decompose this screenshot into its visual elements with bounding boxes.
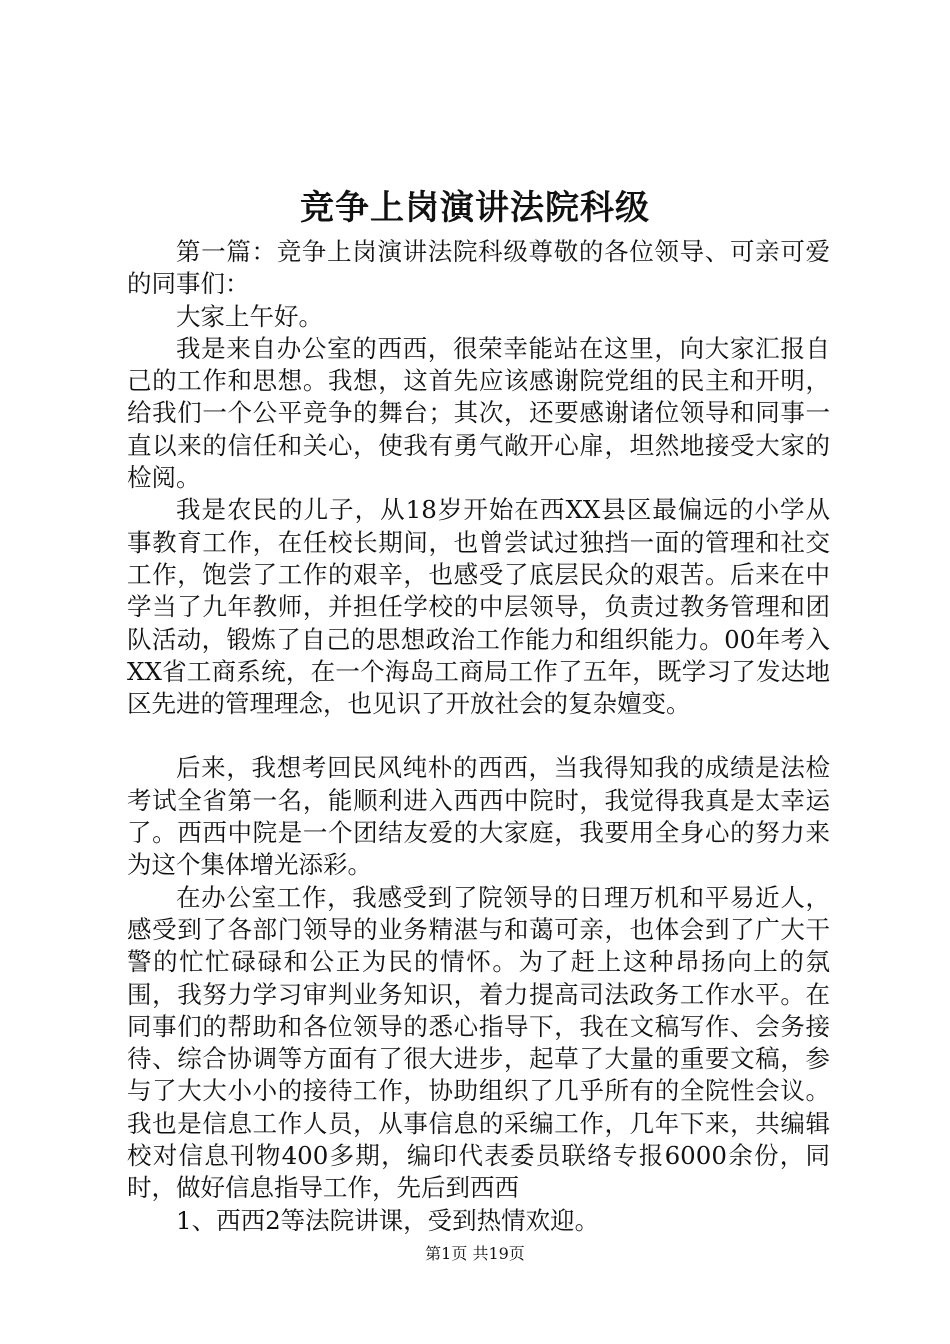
paragraph-lectures: 1、西西2等法院讲课，受到热情欢迎。 [176,1205,600,1235]
paragraph-introduction: 我是来自办公室的西西，很荣幸能站在这里，向大家汇报自己的工作和思想。我想，这首先应该感谢院党组的民主和开明，给我们一个公平竞争的舞台；其次，还要感谢诸位领导和同事一直以来的信任和关心，使我有勇气敞开心扉，坦然地接受大家的检阅。 [127,333,830,493]
paragraph-joining-court: 后来，我想考回民风纯朴的西西，当我得知我的成绩是法检考试全省第一名，能顺利进入西西中院时，我觉得我真是太幸运了。西西中院是一个团结友爱的大家庭，我要用全身心的努力来为这个集体增光添彩。 [127,753,830,880]
paragraph-greeting: 第一篇：竞争上岗演讲法院科级尊敬的各位领导、可亲可爱的同事们： [127,237,830,299]
paragraph-office-work: 在办公室工作，我感受到了院领导的日理万机和平易近人，感受到了各部门领导的业务精湛与和蔼可亲，也体会到了广大干警的忙忙碌碌和公正为民的情怀。为了赶上这种昂扬向上的氛围，我努力学习审判业务知识，着力提高司法政务工作水平。在同事们的帮助和各位领导的悉心指导下，我在文稿写作、会务接待、综合协调等方面有了很大进步，起草了大量的重要文稿，参与了大大小小的接待工作，协助组织了几乎所有的全院性会议。我也是信息工作人员，从事信息的采编工作，几年下来，共编辑校对信息刊物400多期，编印代表委员联络专报6000余份，同时，做好信息指导工作，先后到西西 [127,882,830,1203]
page-footer: 第1页 共19页 [425,1244,525,1263]
paragraph-background: 我是农民的儿子，从18岁开始在西XX县区最偏远的小学从事教育工作，在任校长期间，也曾尝试过独挡一面的管理和社交工作，饱尝了工作的艰辛，也感受了底层民众的艰苦。后来在中学当了九年教师，并担任学校的中层领导，负责过教务管理和团队活动，锻炼了自己的思想政治工作能力和组织能力。00年考入XX省工商系统，在一个海岛工商局工作了五年，既学习了发达地区先进的管理理念，也见识了开放社会的复杂嬗变。 [127,495,830,719]
paragraph-salutation: 大家上午好。 [176,301,323,331]
document-title: 竞争上岗演讲法院科级 [300,188,650,228]
document-body [127,236,830,1237]
